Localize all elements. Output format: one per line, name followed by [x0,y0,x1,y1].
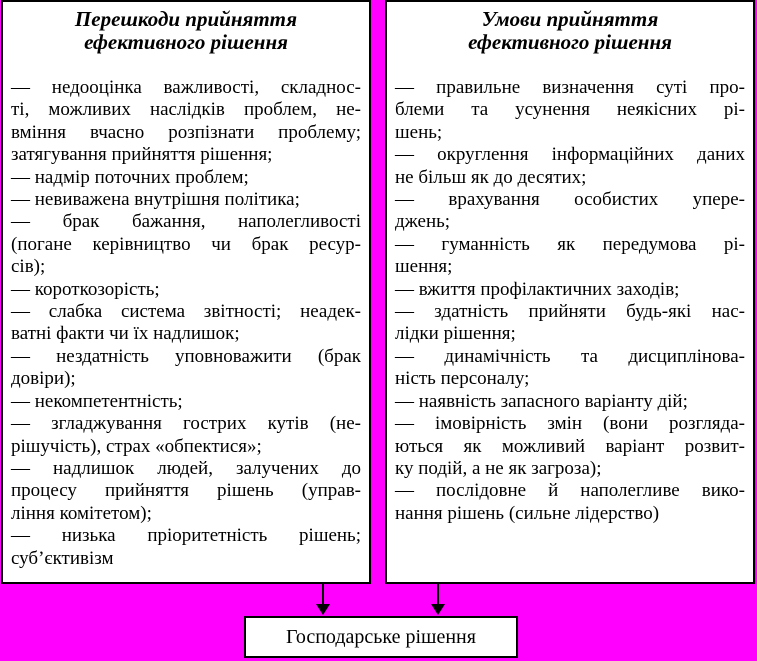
text-line: затягування прийняття рішення; [11,144,273,166]
text-line: блеми та усунення неякісних рі- [395,99,745,121]
text-line: ність персоналу; [395,368,530,390]
text-line: (погане керівництво чи брак ресур- [11,233,361,255]
text-line: довіри); [11,368,76,390]
text-line: — наявність запасного варіанту дій; [395,390,688,412]
text-line: рішучість), страх «обпектися»; [11,435,262,457]
text-line: процесу прийняття рішень (управ- [11,480,361,502]
conditions-title-line-1: Умови прийняття [481,7,659,31]
right-connector-line [437,584,439,606]
obstacles-box [1,0,371,584]
text-line: — врахування особистих упере- [395,189,745,211]
text-line: — слабка система звітності; неадек- [11,301,361,323]
text-line: — короткозорість; [11,278,160,300]
text-line: — невиважена внутрішня політика; [11,189,300,211]
left-connector-line [322,584,324,606]
text-line: — округлення інформаційних даних [395,144,745,166]
text-line: — правильне визначення суті про- [395,77,745,98]
text-line: — здатність прийняти будь-які нас- [395,301,745,323]
conditions-title [387,8,753,54]
left-down-arrow-icon [316,604,330,615]
text-line: сів); [11,256,46,278]
text-line: суб’єктивізм [11,547,114,569]
text-line: — надлишок людей, залучених до [11,457,361,479]
result-box [244,616,518,658]
text-line: лідки рішення; [395,323,516,345]
text-line: — гуманність як передумова рі- [395,233,745,255]
text-line: ті, можливих наслідків проблем, не- [11,99,361,121]
result-box-label: Господарське рішення [286,625,476,648]
text-line: — вжиття профілактичних заходів; [395,278,680,300]
text-line: — імовірність змін (вони розгляда- [395,413,745,435]
conditions-title-line-2: ефективного рішення [468,30,672,54]
text-line: ються як можливий варіант розвит- [395,435,745,457]
right-down-arrow-icon [431,604,445,615]
text-line: шень; [395,121,443,143]
text-line: ватні факти чи їх надлишок; [11,323,240,345]
text-line: нання рішень (сильне лідерство) [395,502,660,524]
obstacles-title-line-2: ефективного рішення [84,30,288,54]
obstacles-title-line-1: Перешкоди прийняття [74,7,298,31]
text-line: — послідовне й наполегливе вико- [395,480,745,502]
text-line: ління комітетом); [11,502,152,524]
obstacles-list [3,77,369,570]
obstacles-title [3,8,369,54]
text-line: — низька пріоритетність рішень; [11,525,361,547]
text-line: — динамічність та дисциплінова- [395,345,745,367]
text-line: джень; [395,211,451,233]
text-line: — надмір поточних проблем; [11,166,249,188]
text-line: — некомпетентність; [11,390,183,412]
conditions-box [385,0,755,584]
conditions-list [387,77,753,525]
text-line: вміння вчасно розпізнати проблему; [11,121,361,143]
text-line: ку подій, а не як загроза); [395,457,602,479]
text-line: не більш як до десятих; [395,166,587,188]
text-line: — згладжування гострих кутів (не- [11,413,361,435]
text-line: — брак бажання, наполегливості [11,211,361,233]
text-line: — недооцінка важливості, складнос- [11,77,361,98]
text-line: шення; [395,256,453,278]
text-line: — нездатність уповноважити (брак [11,345,361,367]
